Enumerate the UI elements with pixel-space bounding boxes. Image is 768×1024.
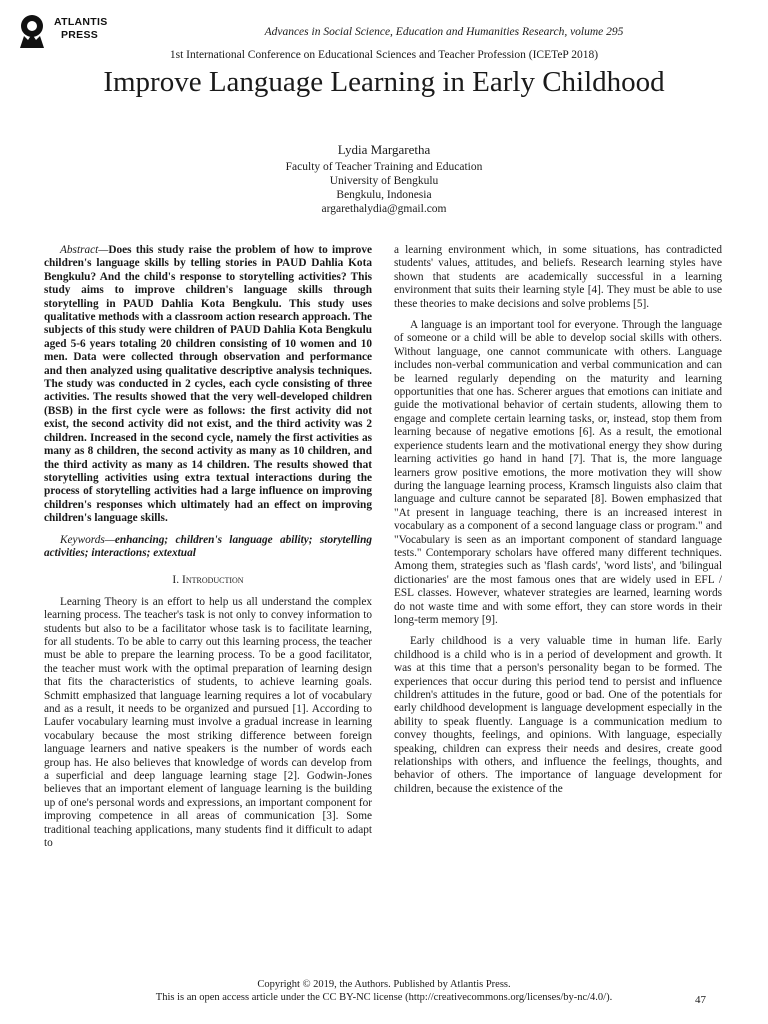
- author-block: [0, 142, 768, 216]
- keywords-text: enhancing; children's language ability; storytelling activities; interactions; extextual: [44, 533, 372, 559]
- intro-paragraph-1: Learning Theory is an effort to help us all understand the complex learning process. The teacher's task is not only to convey information to students but also to be a facilitator whose task is to facilitate learning, for all students. To be able to carry out this learning process, the teacher must be able to prepare the learning process. To be a good facilitator, the teacher must work with the optimal preparation of learning design that fits the characteristics of students, to achieve learning goals. Schmitt emphasized that language learning requires a lot of vocabulary and as a result, it needs to be organized and pursued [1]. According to Laufer vocabulary learning must involve a gradual increase in learning vocabulary because the most striking difference between foreign language learners and native speakers is the number of words each group has. He also believes that knowledge of words can develop from a superficial and deep language learning stage [2]. Godwin-Jones believes that an important element of language learning is the building up of one's personal words and expressions, an important component for improving competence in all areas of communication [3]. Some traditional teaching applications, many students find it difficult to adapt to: [44, 595, 372, 850]
- logo-text: [54, 16, 108, 42]
- conference-header: 1st International Conference on Educational Sciences and Teacher Profession (ICETeP 2018): [169, 49, 599, 61]
- right-column: [394, 244, 722, 796]
- left-column: [44, 244, 372, 850]
- publisher-logo: [14, 14, 124, 48]
- author-affiliation-faculty: Faculty of Teacher Training and Education: [285, 161, 483, 173]
- keywords-lead: Keywords—: [60, 533, 115, 546]
- abstract-text: Does this study raise the problem of how to improve children's language skills by telling stories in PAUD Dahlia Kota Bengkulu? And the child's response to storytelling activities? This study aims to improve children's language skills through storytelling in PAUD Dahlia Kota Bengkulu. This study uses qualitative methods with a classroom action research approach. The subjects of this study were children of PAUD Dahlia Kota Bengkulu aged 5-6 years totaling 20 children consisting of 10 women and 10 men. Data were collected through observation and performance and then analyzed using qualitative descriptive analysis techniques. The study was conducted in 2 cycles, each cycle consisting of three activities. The results showed that the very well-developed children (BSB) in the first cycle were as follows: the first activity did not exist, the second activity did not exist, and the third activity was 2 children. Increased in the second cycle, namely the first activities as many as 8 children, the second activity as many as 10 children, and the third activity as many as 14 children. The results showed that storytelling activities using extra textual interactions during the process of storytelling activities had a large influence on improving children's responses which ultimately had an effect on improving children's language skills.: [44, 244, 372, 525]
- intro-paragraph-3: Early childhood is a very valuable time in human life. Early childhood is a child who is in a period of development and growth. It was at this time that a person's personality began to be formed. The experiences that occur during this period tend to persist and influence children's attitudes in the future, good or bad. One of the potentials for early childhood development is language development especially in the ability to speak fluently. Language is a communication medium to convey thoughts, feelings, and opinions. With language, especially speaking, children can express their needs and desires, create good relationships with others, and influence the feelings, thoughts, and behavior of others. The importance of language development for children, because the existence of the: [394, 635, 722, 795]
- logo-line1: ATLANTIS: [54, 16, 108, 28]
- journal-header: Advances in Social Science, Education and Humanities Research, volume 295: [264, 26, 624, 38]
- keywords: [44, 534, 372, 561]
- copyright-footer: [0, 978, 768, 1004]
- intro-paragraph-1-continued: a learning environment which, in some situations, has contradicted students' values, attitudes, and beliefs. Research learning styles have shown that students are academically successful in a learning environment that suits their learning style [4]. They must be able to use these theories to make decisions and solve problems [5].: [394, 244, 722, 310]
- abstract: [44, 244, 372, 526]
- page-number: 47: [695, 994, 706, 1006]
- copyright-line: Copyright © 2019, the Authors. Published by Atlantis Press.: [257, 979, 511, 990]
- logo-line2: PRESS: [61, 29, 99, 41]
- paper-title: Improve Language Learning in Early Childhood: [103, 66, 665, 98]
- license-line: This is an open access article under the CC BY-NC license (http://creativecommons.org/licenses/by-nc/4.0/).: [155, 992, 613, 1003]
- section-heading-introduction: I. Introduction: [172, 574, 244, 587]
- atlas-figure-icon: [14, 14, 50, 48]
- author-affiliation-university: University of Bengkulu: [329, 175, 439, 187]
- abstract-lead: Abstract—: [60, 244, 109, 256]
- author-email: argarethalydia@gmail.com: [321, 203, 447, 215]
- intro-paragraph-2: A language is an important tool for everyone. Through the language of someone or a child will be able to develop social skills with others. Without language, one cannot communicate with others. Language includes non-verbal communication and verbal communication and can be learned regularly depending on the maturity and learning opportunities that one has. Scherer argues that emotions can initiate and guide the motivational behavior of certain students, allowing them to engage and complete certain learning tasks, or, instead, stop them from learning because of negative emotions [6]. As a result, the emotional experience students learn and the motivational energy they show during learning activities go hand in hand [7]. That is, the more language learners grow positive emotions, the more motivation they will show during the language learning process, Kramsch linguists also claim that language and culture cannot be separated [8]. Bowen emphasized that "At present in language teaching, there is an increased interest in vocabulary as a component of a second language class or program." and "Vocabulary is seen as an important component of standard language tests." Contemporary scholars have offered many different techniques. Among them, strategies such as 'flash cards', 'word lists', and 'bilingual dictionaries' are the most famous ones that are widely used in EFL / ESL classes. However, whatever strategies are learned, learning words do not waste time and with some effort, they can store words in their long-term memory [9].: [394, 319, 722, 626]
- author-location: Bengkulu, Indonesia: [336, 189, 432, 201]
- author-name: Lydia Margaretha: [337, 142, 431, 157]
